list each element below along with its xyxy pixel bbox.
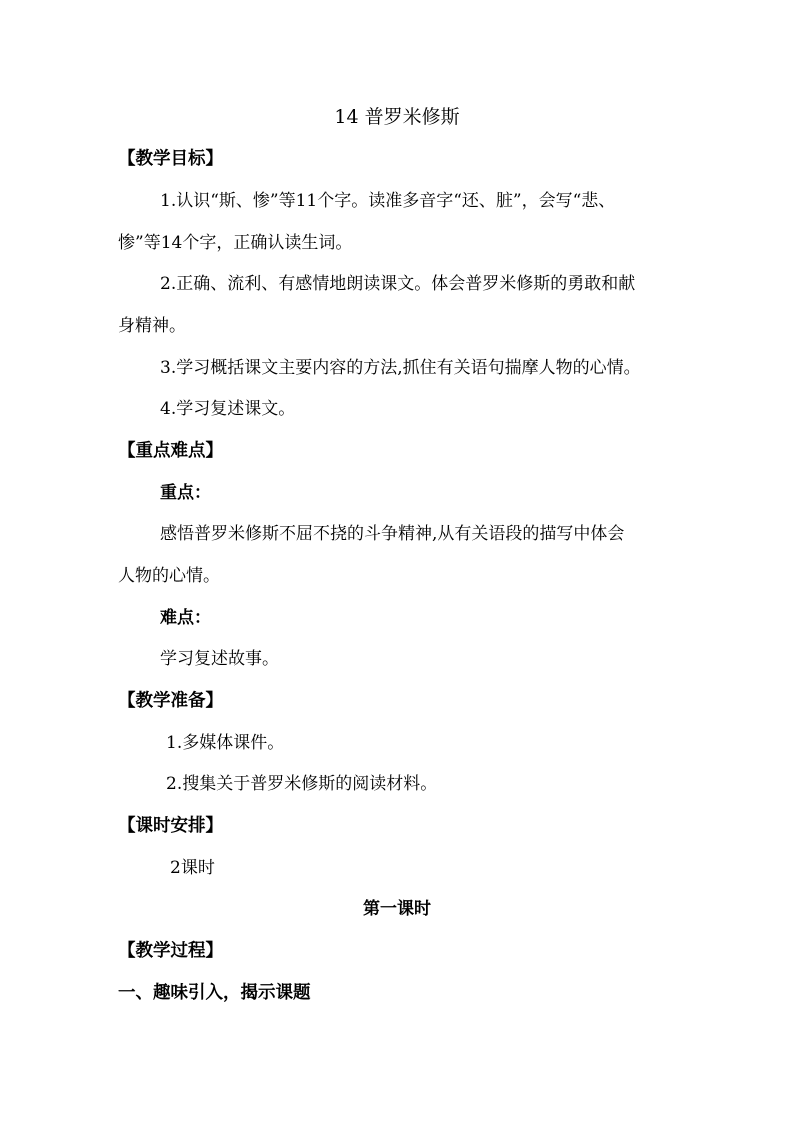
- preparation-heading: 【教学准备】: [118, 691, 223, 711]
- lesson-title: 第一课时: [363, 899, 431, 919]
- key-difficulty-heading: 【重点难点】: [118, 441, 223, 461]
- key-point-label: 重点：: [160, 483, 211, 503]
- preparation-item-2: 2.搜集关于普罗米修斯的阅读材料。: [166, 774, 438, 794]
- document-title: 14 普罗米修斯: [334, 106, 460, 128]
- objective-line-2: 2.正确、流利、有感情地朗读课文。体会普罗米修斯的勇敢和献: [160, 274, 636, 294]
- schedule-text: 2课时: [170, 858, 215, 878]
- objective-line-1: 1.认识“斯、惨”等11个字。读准多音字“还、脏”，会写“悲、: [160, 191, 616, 211]
- objective-line-3: 3.学习概括课文主要内容的方法,抓住有关语句揣摩人物的心情。: [160, 358, 641, 378]
- step-one-heading: 一、趣味引入，揭示课题: [118, 983, 311, 1003]
- objective-line-4: 4.学习复述课文。: [160, 399, 296, 419]
- key-point-text-1: 感悟普罗米修斯不屈不挠的斗争精神,从有关语段的描写中体会: [160, 524, 625, 544]
- objectives-heading: 【教学目标】: [118, 149, 223, 169]
- difficulty-text: 学习复述故事。: [160, 649, 279, 669]
- schedule-heading: 【课时安排】: [118, 816, 223, 836]
- objective-line-1-cont: 惨”等14个字，正确认读生词。: [118, 233, 353, 253]
- key-point-text-2: 人物的心情。: [118, 566, 220, 586]
- difficulty-label: 难点：: [160, 608, 211, 628]
- process-heading: 【教学过程】: [118, 941, 223, 961]
- preparation-item-1: 1.多媒体课件。: [166, 733, 285, 753]
- objective-line-2-cont: 身精神。: [118, 316, 186, 336]
